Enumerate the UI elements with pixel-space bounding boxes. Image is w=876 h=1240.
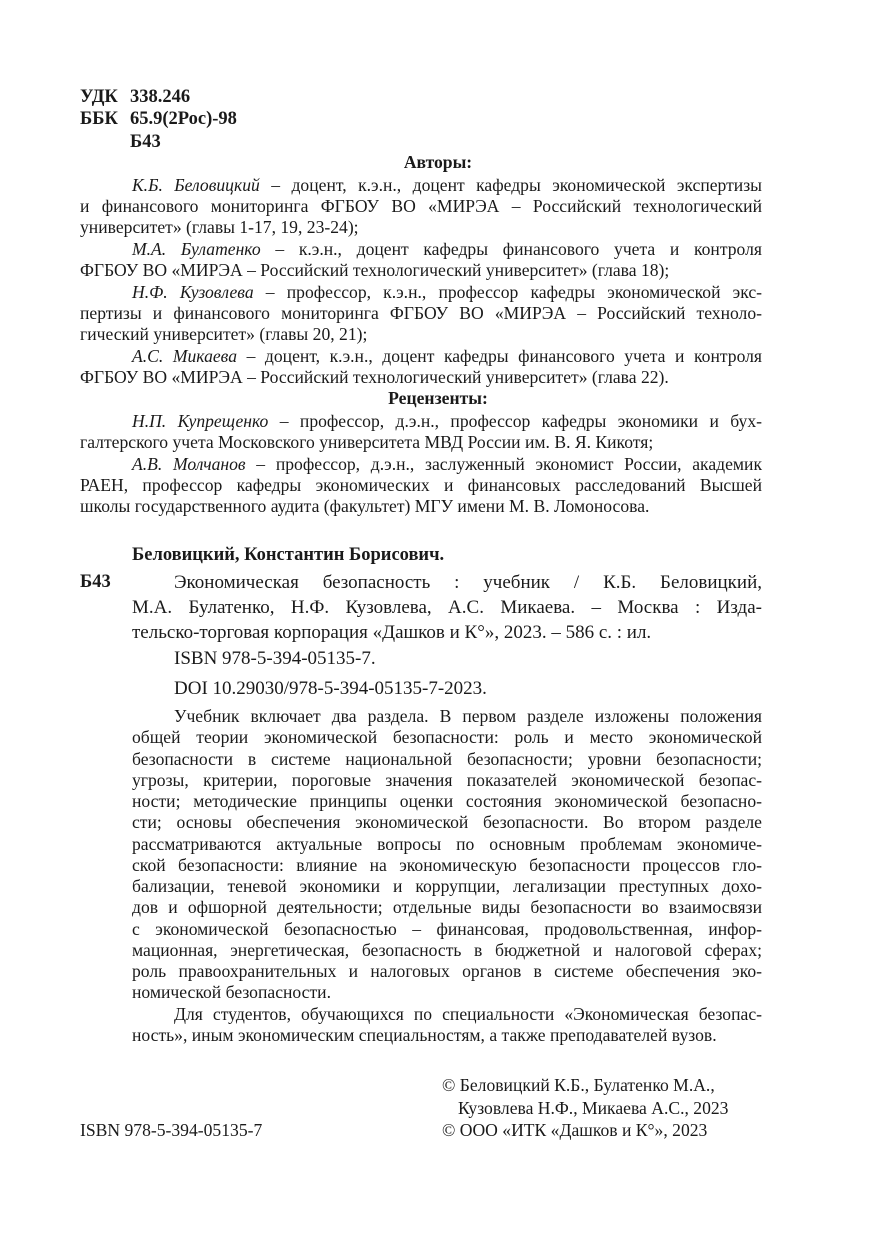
abstract-line-5: ности; методические принципы оценки состояния экономической безопасно-: [132, 791, 762, 811]
udk-value: 338.246: [130, 87, 191, 107]
biblio-doi: DOI 10.29030/978-5-394-05135-7-2023.: [174, 678, 487, 699]
author-4-name: А.С. Микаева: [132, 346, 238, 366]
bbk-label: ББК: [80, 109, 118, 129]
audience-line-1: Для студентов, обучающихся по специальности «Экономическая безопас-: [174, 1004, 762, 1024]
author-1-line-3: университет» (главы 1-17, 19, 23-24);: [80, 217, 359, 237]
author-1-name: К.Б. Беловицкий: [132, 175, 260, 195]
abstract-line-7: рассматриваются актуальные вопросы по основным проблемам экономиче-: [132, 834, 762, 854]
reviewers-heading: Рецензенты:: [388, 388, 488, 408]
abstract-line-6: сти; основы обеспечения экономической безопасности. Во втором разделе: [132, 812, 762, 832]
reviewer-1-line-1: Н.П. Купрещенко – профессор, д.э.н., профессор кафедры экономики и бух-: [132, 411, 762, 431]
authors-heading: Авторы:: [403, 152, 473, 172]
author-1-line-2: и финансового мониторинга ФГБОУ ВО «МИРЭА – Российский технологический: [80, 196, 762, 216]
author-3-line-2: пертизы и финансового мониторинга ФГБОУ ВО «МИРЭА – Российский техноло-: [80, 303, 762, 323]
abstract-line-10: дов и офшорной деятельности; отдельные виды безопасности во взаимосвязи: [132, 897, 762, 917]
reviewer-2-line-1: А.В. Молчанов – профессор, д.э.н., заслуженный экономист России, академик: [132, 454, 763, 474]
biblio-isbn: ISBN 978-5-394-05135-7.: [174, 648, 376, 669]
footer-isbn: ISBN 978-5-394-05135-7: [80, 1120, 263, 1140]
author-4-line-2: ФГБОУ ВО «МИРЭА – Российский технологический университет» (глава 22).: [80, 367, 669, 387]
biblio-main-author: Беловицкий, Константин Борисович.: [132, 545, 445, 565]
author-1-line-1: К.Б. Беловицкий – доцент, к.э.н., доцент кафедры экономической экспертизы: [132, 175, 762, 195]
author-2-name: М.А. Булатенко: [132, 239, 261, 259]
udk-line: [80, 86, 190, 108]
audience-line-2: ность», иным экономическим специальностям, а также преподавателей вузов.: [132, 1025, 717, 1045]
author-mark: Б43: [130, 132, 161, 152]
reviewer-2-line-3: школы государственного аудита (факультет) МГУ имени М. В. Ломоносова.: [80, 496, 650, 516]
reviewer-2-line-2: РАЕН, профессор кафедры экономических и финансовых расследований Высшей: [80, 475, 762, 495]
author-2-line-1: М.А. Булатенко – к.э.н., доцент кафедры финансового учета и контроля: [132, 239, 762, 259]
reviewer-1-line-2: галтерского учета Московского университета МВД России им. В. Я. Кикотя;: [80, 432, 654, 452]
abstract-line-9: бализации, теневой экономики и коррупции, легализации преступных дохо-: [132, 876, 762, 896]
author-3-line-3: гический университет» (главы 20, 21);: [80, 324, 368, 344]
abstract-line-1: Учебник включает два раздела. В первом разделе изложены положения: [174, 706, 762, 726]
author-3-name: Н.Ф. Кузовлева: [132, 282, 254, 302]
abstract-line-3: безопасности в системе национальной безопасности; уровни безопасности;: [132, 749, 762, 769]
abstract-line-4: угрозы, критерии, пороговые значения показателей экономической безопас-: [132, 770, 762, 790]
biblio-line-3: тельско-торговая корпорация «Дашков и К°», 2023. – 586 с. : ил.: [132, 622, 652, 643]
bbk-line: [80, 108, 237, 130]
udk-label: УДК: [80, 87, 118, 107]
bbk-value: 65.9(2Рос)-98: [130, 109, 237, 129]
abstract-line-8: ской безопасности: влияние на экономическую безопасности процессов гло-: [132, 855, 762, 875]
abstract-line-11: с экономической безопасностью – финансовая, продовольственная, инфор-: [132, 919, 762, 939]
abstract-line-13: роль правоохранительных и налоговых органов в системе обеспечения эко-: [132, 961, 762, 981]
abstract-line-2: общей теории экономической безопасности: роль и место экономической: [132, 727, 762, 747]
reviewer-1-name: Н.П. Купрещенко: [132, 411, 269, 431]
biblio-line-2: М.А. Булатенко, Н.Ф. Кузовлева, А.С. Микаева. – Москва : Изда-: [132, 597, 762, 618]
author-2-line-2: ФГБОУ ВО «МИРЭА – Российский технологический университет» (глава 18);: [80, 260, 670, 280]
biblio-mark: Б43: [80, 572, 111, 592]
copyright-line-2: Кузовлева Н.Ф., Микаева А.С., 2023: [458, 1098, 729, 1118]
author-4-line-1: А.С. Микаева – доцент, к.э.н., доцент кафедры финансового учета и контроля: [132, 346, 763, 366]
copyright-line-3: © ООО «ИТК «Дашков и К°», 2023: [442, 1120, 708, 1140]
copyright-line-1: © Беловицкий К.Б., Булатенко М.А.,: [442, 1075, 715, 1095]
biblio-line-1: Экономическая безопасность : учебник / К.Б. Беловицкий,: [174, 572, 762, 593]
abstract-line-12: мационная, энергетическая, безопасность в бюджетной и налоговой сферах;: [132, 940, 762, 960]
reviewer-2-name: А.В. Молчанов: [132, 454, 246, 474]
abstract-line-14: номической безопасности.: [132, 982, 331, 1002]
author-3-line-1: Н.Ф. Кузовлева – профессор, к.э.н., профессор кафедры экономической экс-: [132, 282, 762, 302]
